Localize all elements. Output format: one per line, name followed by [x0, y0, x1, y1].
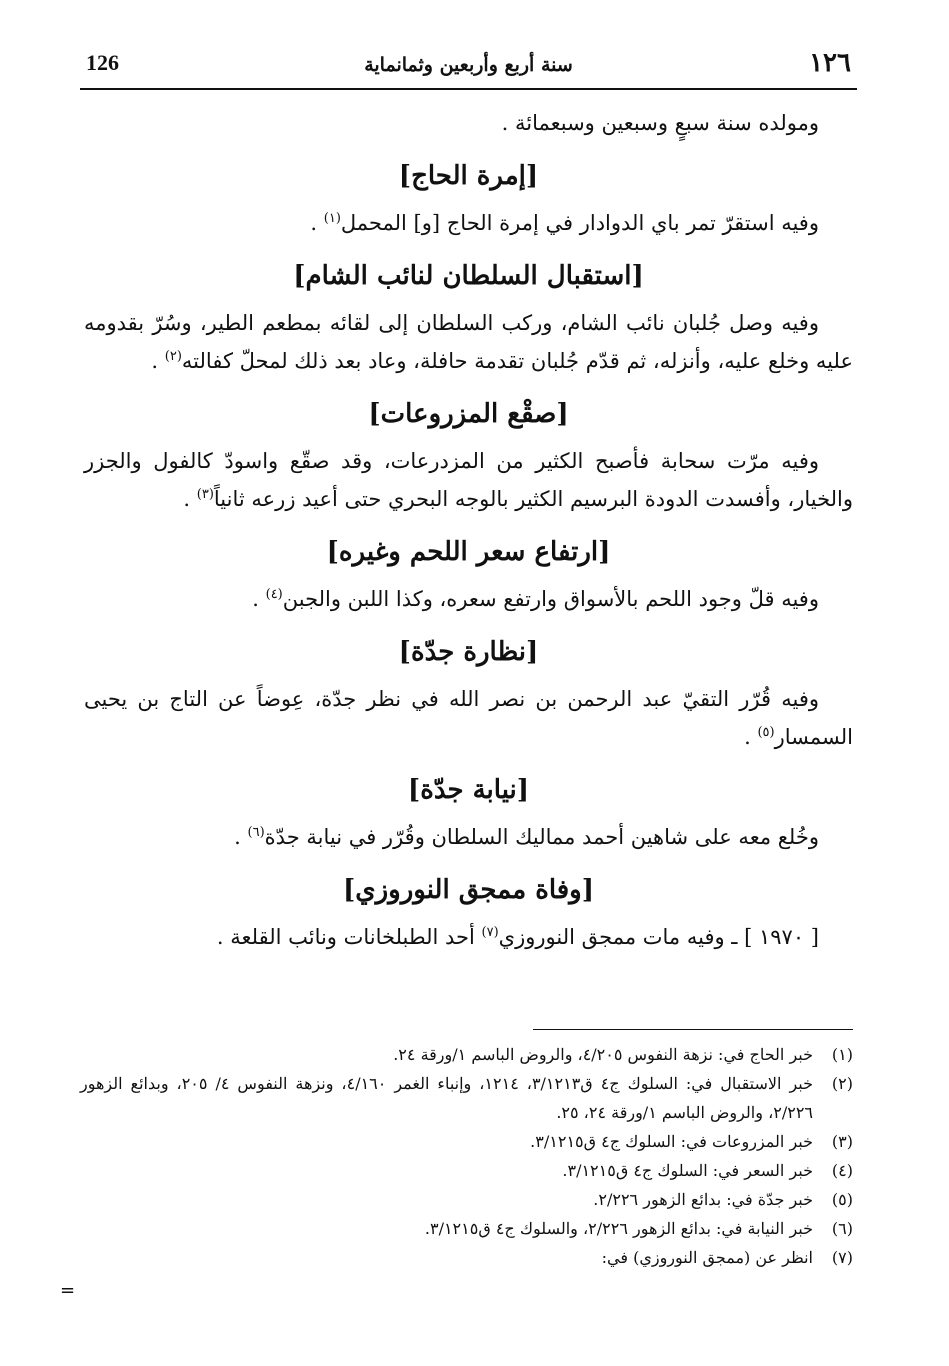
footnote-item: [80, 1185, 853, 1214]
paragraph-end: .: [183, 487, 197, 511]
footnote-number: (٤): [831, 1161, 853, 1180]
paragraph-text: وفيه قلّ وجود اللحم بالأسواق وارتفع سعره، وكذا اللبن والجبن: [282, 587, 819, 611]
footnote-text: خبر الاستقبال في: السلوك ج٤ ق٣/١٢١٣، ١٢١٤، وإنباء الغمر ٤/١٦٠، ونزهة النفوس ٤/ ٢٠٥، وبدائع الزهور ٢/٢٢٦، والروض الباسم ١/ورقة ٢٤، ٢٥.: [80, 1074, 814, 1122]
footnote-number: (٧): [831, 1248, 853, 1267]
footnote-item: [80, 1214, 853, 1243]
footnote-text: خبر الحاج في: نزهة النفوس ٤/٢٠٥، والروض الباسم ١/ورقة ٢٤.: [393, 1045, 813, 1064]
footnote-ref: (١): [323, 211, 341, 226]
footnote-number: (١): [831, 1045, 853, 1064]
paragraph-text: وفيه مرّت سحابة فأصبح الكثير من المزدرعات، وقد صقّع واسودّ كالفول والجزر والخيار، وأفسدت الدودة البرسيم الكثير بالوجه البحري حتى أعيد زرعه ثانياً: [84, 449, 853, 511]
section-title-hajj: [إمرة الحاج]: [398, 161, 539, 191]
paragraph-text: وفيه قُرّر التقيّ عبد الرحمن بن نصر الله في نظر جدّة، عِوضاً عن التاج بن يحيى السمسار: [84, 687, 853, 749]
footnote-text: خبر السعر في: السلوك ج٤ ق٣/١٢١٥.: [562, 1161, 813, 1180]
footnote-number: (٦): [831, 1219, 853, 1238]
footnote-ref: (٤): [265, 587, 283, 602]
footnote-ref: (٦): [247, 825, 265, 840]
paragraph-end: .: [252, 587, 266, 611]
paragraph-end: .: [234, 825, 248, 849]
footnote-text: خبر المزروعات في: السلوك ج٤ ق٣/١٢١٥.: [530, 1132, 813, 1151]
section-title-jeddah-deputy: [نيابة جدّة]: [407, 775, 530, 805]
section-paragraph-reception: [84, 304, 853, 380]
section-paragraph-jeddah-deputy: [84, 818, 853, 856]
footnote-ref: (٥): [757, 725, 775, 740]
footnote-number: (٣): [831, 1132, 853, 1151]
footnote-number: (٥): [831, 1190, 853, 1209]
section-paragraph-jeddah-office: [84, 680, 853, 756]
paragraph-text: وخُلع معه على شاهين أحمد مماليك السلطان وقُرّر في نيابة جدّة: [264, 825, 819, 849]
section-paragraph-meat-price: [84, 580, 853, 618]
section-paragraph-hajj: [84, 204, 853, 242]
footnote-ref: (٧): [481, 925, 499, 940]
footnote-text: انظر عن (ممجق النوروزي) في:: [601, 1248, 813, 1267]
paragraph-end: .: [744, 725, 758, 749]
footnote-text: خبر النيابة في: بدائع الزهور ٢/٢٢٦، والسلوك ج٤ ق٣/١٢١٥.: [424, 1219, 813, 1238]
page-number-arabic: ١٢٦: [809, 48, 851, 78]
section-title-death: [وفاة ممجق النوروزي]: [342, 875, 595, 905]
footnote-item: [80, 1156, 853, 1185]
section-paragraph-death: [84, 918, 853, 956]
paragraph-text: وفيه وصل جُلبان نائب الشام، وركب السلطان إلى لقائه بمطعم الطير، وسُرّ بقدومه عليه وخلع عليه، وأنزله، ثم قدّم جُلبان تقدمة حافلة، وعاد بعد ذلك لمحلّ كفالته: [84, 311, 853, 373]
section-title-crops: [صقْع المزروعات]: [368, 399, 569, 429]
section-paragraph-crops: [84, 442, 853, 518]
footnote-item: [80, 1040, 853, 1069]
footnote-item: [80, 1243, 853, 1272]
running-title: سنة أربع وأربعين وثمانماية: [364, 54, 573, 76]
footnote-item: [80, 1069, 853, 1127]
page-header: [80, 44, 857, 90]
page-number-latin: 126: [86, 50, 119, 75]
footnote-text: خبر جدّة في: بدائع الزهور ٢/٢٢٦.: [593, 1190, 813, 1209]
footnote-number: (٢): [831, 1074, 853, 1093]
paragraph-text: [ ١٩٧٠ ] ـ وفيه مات ممجق النوروزي: [498, 925, 819, 949]
footnote-ref: (٢): [164, 349, 182, 364]
intro-paragraph: ومولده سنة سبعٍ وسبعين وسبعمائة .: [501, 111, 819, 135]
section-title-reception: [استقبال السلطان لنائب الشام]: [293, 261, 644, 291]
continuation-mark: =: [60, 1280, 76, 1301]
section-title-meat-price: [ارتفاع سعر اللحم وغيره]: [326, 537, 611, 567]
paragraph-end: أحد الطبلخانات ونائب القلعة .: [216, 925, 482, 949]
paragraph-end: .: [151, 349, 165, 373]
paragraph-end: .: [310, 211, 324, 235]
footnote-item: [80, 1127, 853, 1156]
footnote-ref: (٣): [196, 487, 214, 502]
footnotes: [80, 1040, 853, 1272]
section-title-jeddah-office: [نظارة جدّة]: [398, 637, 539, 667]
footnote-separator: [533, 1029, 853, 1030]
paragraph-text: وفيه استقرّ تمر باي الدوادار في إمرة الحاج [و] المحمل: [340, 211, 819, 235]
main-text: [84, 104, 853, 956]
